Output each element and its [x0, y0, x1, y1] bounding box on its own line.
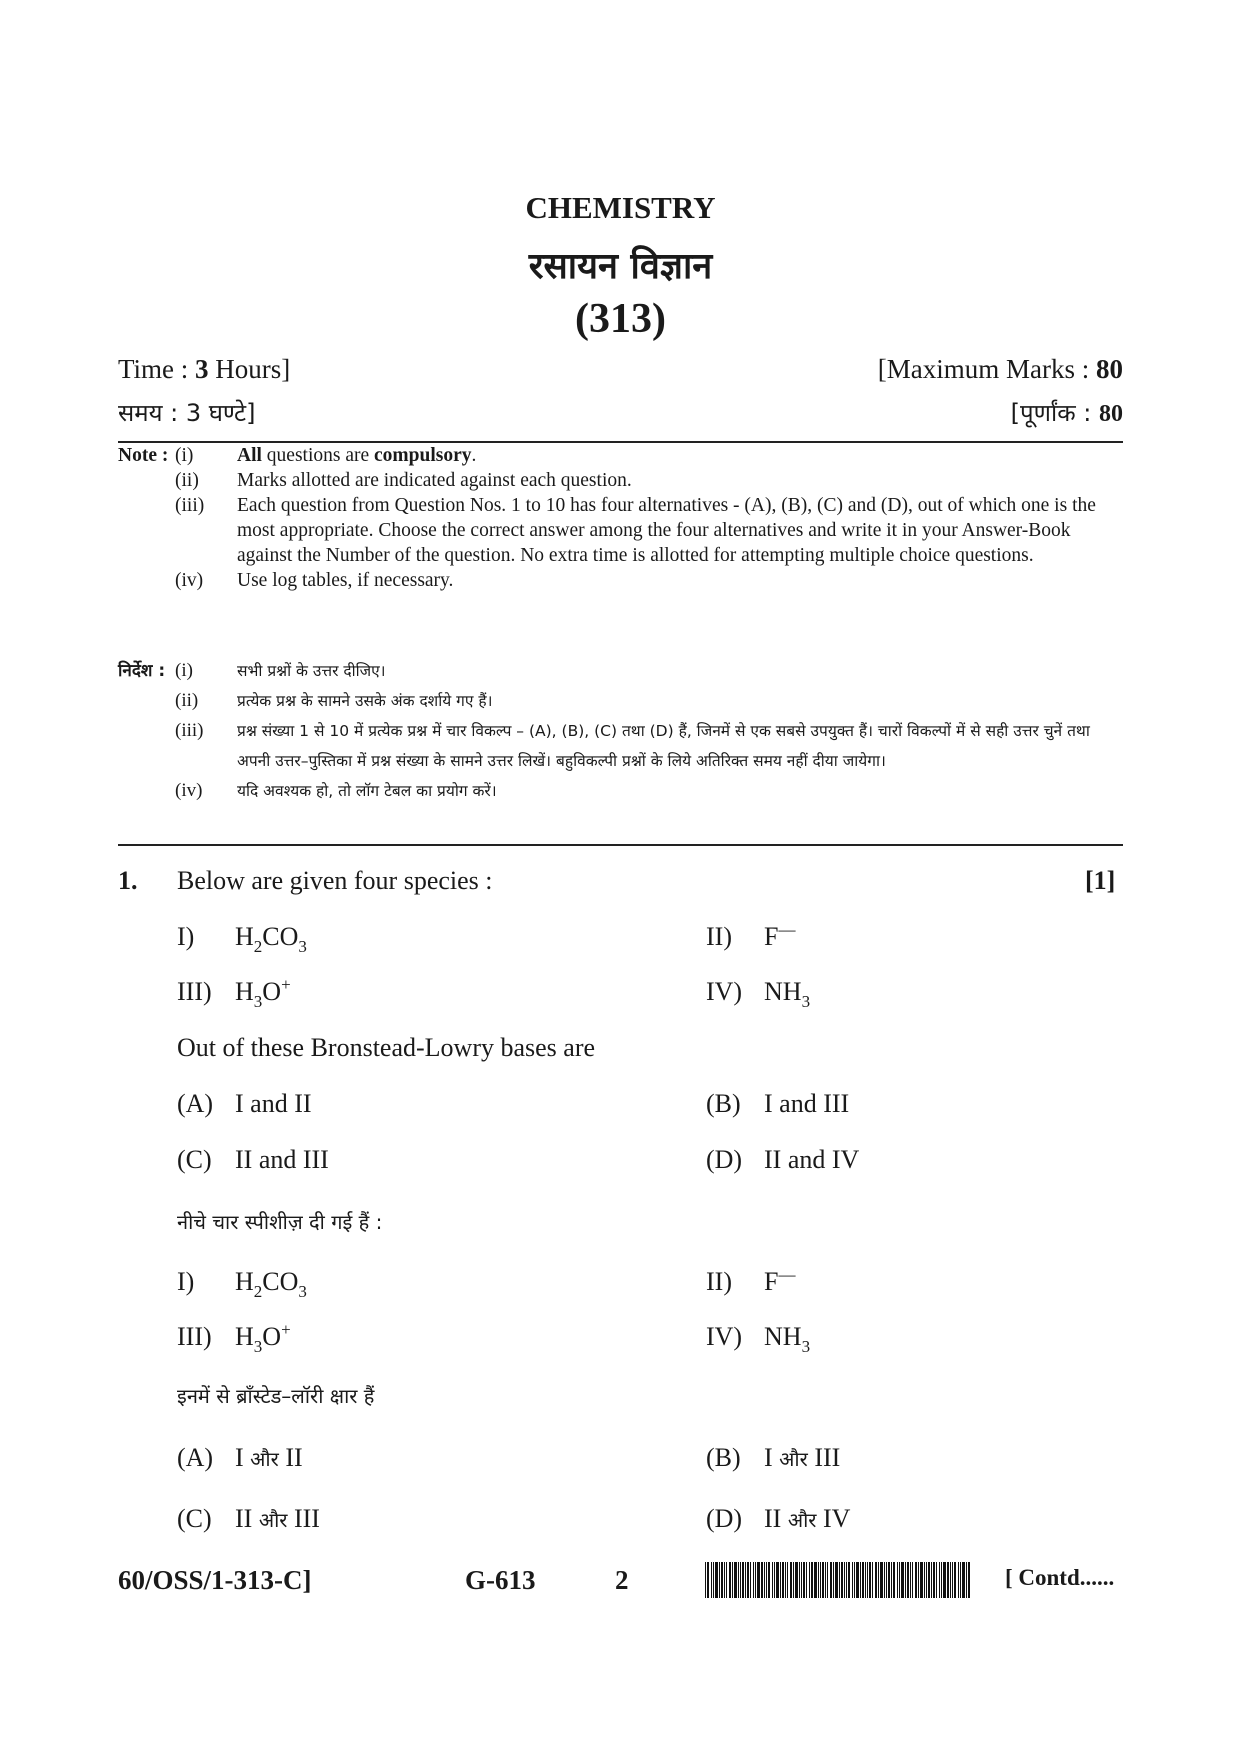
barcode-bar	[811, 1562, 813, 1598]
barcode-bar	[801, 1562, 802, 1598]
barcode-bar	[809, 1562, 810, 1598]
barcode-bar	[766, 1562, 767, 1598]
barcode-bar	[839, 1562, 840, 1598]
barcode-bar	[835, 1562, 838, 1598]
barcode-bar	[768, 1562, 770, 1598]
barcode-bar	[729, 1562, 731, 1598]
barcode-bar	[822, 1562, 824, 1598]
barcode-bar	[814, 1562, 817, 1598]
barcode-bar	[920, 1562, 923, 1598]
species-i-hi: I) $H_2CO_3$	[177, 1267, 307, 1301]
barcode-bar	[782, 1562, 784, 1598]
barcode-bar	[901, 1562, 904, 1598]
barcode-bar	[893, 1562, 895, 1598]
subject-title-hi: रसायन विज्ञान	[528, 246, 713, 287]
barcode-bar	[931, 1562, 932, 1598]
barcode-bar	[954, 1562, 956, 1598]
question-number: 1.	[118, 866, 138, 895]
note-label: Note :	[118, 445, 169, 466]
option-d-en[interactable]: (D) II and IV	[706, 1145, 860, 1174]
species-i: I) $H_2CO_3$	[177, 922, 307, 956]
question-text-en: Below are given four species :	[177, 866, 493, 895]
species-ii-hi: II) F—	[706, 1265, 796, 1296]
header-en	[118, 354, 1123, 385]
barcode-bar	[753, 1562, 754, 1598]
barcode-bar	[933, 1562, 935, 1598]
barcode-bar	[707, 1562, 709, 1598]
note-item: (ii) Marks allotted are indicated against each question.	[175, 470, 632, 491]
barcode-bar	[742, 1562, 744, 1598]
barcode-bar	[860, 1562, 861, 1598]
barcode-bar	[830, 1562, 832, 1598]
barcode-bar	[910, 1562, 911, 1598]
barcode-bar	[711, 1562, 712, 1598]
barcode-bar	[734, 1562, 737, 1598]
barcode-bar	[774, 1562, 775, 1598]
question-marks: [1]	[1085, 866, 1116, 895]
barcode-bar	[915, 1562, 917, 1598]
header-hi	[118, 396, 1123, 429]
barcode-bar	[924, 1562, 925, 1598]
subject-title-en: CHEMISTRY	[525, 190, 716, 225]
barcode-bar	[939, 1562, 940, 1598]
contd-label: [ Contd......	[1005, 1565, 1115, 1590]
barcode-bar	[968, 1562, 970, 1598]
barcode-bar	[966, 1562, 967, 1598]
species-iv: IV) $NH_3$	[706, 977, 811, 1011]
max-marks-en: [Maximum Marks : 80	[877, 354, 1123, 384]
barcode-bar	[790, 1562, 792, 1598]
barcode-bar	[875, 1562, 877, 1598]
barcode-bar	[947, 1562, 949, 1598]
note-item: (iv) Use log tables, if necessary.	[175, 570, 454, 591]
note-item: (iii) Each question from Question Nos. 1 to 10 has four alternatives - (A), (B), (C) and (D), out of which one is the most appropriate. Choose the correct answer among the four alternatives and write it in your Answer-Book against the Number of the question. No extra time is allotted for attempting multiple choice questions.	[175, 495, 1096, 566]
barcode-bar	[745, 1562, 746, 1598]
barcode-bar	[905, 1562, 906, 1598]
barcode-bar	[715, 1562, 718, 1598]
barcode-bar	[750, 1562, 751, 1598]
species-iii-hi: III) $H_3O^+$	[177, 1320, 291, 1356]
barcode-bar	[936, 1562, 937, 1598]
option-d-hi[interactable]: (D) II और IV	[706, 1504, 851, 1533]
barcode-bar	[926, 1562, 927, 1598]
barcode-bar	[912, 1562, 913, 1598]
barcode-bar	[764, 1562, 765, 1598]
barcode-bar	[761, 1562, 763, 1598]
time-en: Time : 3 Hours]	[118, 354, 291, 384]
option-c-en[interactable]: (C) II and III	[177, 1145, 329, 1174]
barcode-bar	[884, 1562, 885, 1598]
note-label-hi: निर्देश :	[118, 661, 166, 681]
barcode-bar	[795, 1562, 798, 1598]
barcode-bar	[820, 1562, 821, 1598]
barcode-bar	[803, 1562, 805, 1598]
question-text-hi: नीचे चार स्पीशीज़ दी गई हैं :	[177, 1210, 383, 1234]
barcode-bar	[888, 1562, 890, 1598]
time-hi: समय : 3 घण्टे]	[118, 399, 256, 427]
barcode-bar	[918, 1562, 919, 1598]
barcode-bar	[719, 1562, 720, 1598]
note-item: Note : (i) All questions are compulsory.	[118, 445, 477, 466]
barcode-bar	[747, 1562, 749, 1598]
max-marks-hi: [पूर्णांक : 80	[1010, 399, 1123, 427]
option-c-hi[interactable]: (C) II और III	[177, 1504, 320, 1533]
barcode-bar	[780, 1562, 781, 1598]
notes-en	[118, 443, 1123, 593]
option-a-en[interactable]: (A) I and II	[177, 1089, 312, 1118]
barcode-bar	[799, 1562, 800, 1598]
barcode-bar	[856, 1562, 859, 1598]
barcode-bar	[872, 1562, 873, 1598]
barcode-bar	[772, 1562, 773, 1598]
barcode-bar	[793, 1562, 794, 1598]
note-item-hi: (iii) प्रश्न संख्या 1 से 10 में प्रत्येक प्रश्न में चार विकल्प – (A), (B), (C) तथा (D) हैं, जिनमें से एक सबसे उपयुक्त हैं। चारों विकल्पों में से सही उत्तर चुनें तथा अपनी उत्तर–पुस्तिका में प्रश्न संख्या के सामने उत्तर लिखें। बहुविकल्पी प्रश्नों के लिये अतिरिक्त समय नहीं दीया जायेगा।	[175, 720, 1090, 770]
barcode-bar	[726, 1562, 727, 1598]
series-code: G-613	[465, 1565, 536, 1595]
barcode-bar	[907, 1562, 909, 1598]
species-iv-hi: IV) $NH_3$	[706, 1322, 811, 1356]
barcode-bar	[713, 1562, 714, 1598]
page-number: 2	[615, 1565, 629, 1595]
barcode-bar	[848, 1562, 850, 1598]
notes-rule	[118, 844, 1123, 846]
barcode-bar	[865, 1562, 866, 1598]
barcode-bar	[869, 1562, 871, 1598]
species-iii: III) $H_3O^+$	[177, 975, 291, 1011]
barcode-bar	[844, 1562, 845, 1598]
barcode-bar	[806, 1562, 807, 1598]
note-item-hi: (ii) प्रत्येक प्रश्न के सामने उसके अंक दर्शाये गए हैं।	[175, 690, 493, 711]
barcode-bar	[785, 1562, 786, 1598]
barcode-bar	[891, 1562, 892, 1598]
option-b-hi[interactable]: (B) I और III	[706, 1443, 841, 1472]
subject-code: (313)	[575, 296, 666, 342]
barcode-bar	[886, 1562, 887, 1598]
barcode-bar	[928, 1562, 930, 1598]
question-stem-en: Out of these Bronstead-Lowry bases are	[177, 1033, 596, 1062]
barcode-bar	[958, 1562, 959, 1598]
barcode-bar	[880, 1562, 883, 1598]
barcode-bar	[952, 1562, 953, 1598]
barcode-bar	[878, 1562, 879, 1598]
barcode-bar	[738, 1562, 739, 1598]
notes-hi	[118, 656, 1123, 806]
barcode-bar	[705, 1562, 706, 1598]
barcode-bar	[827, 1562, 828, 1598]
barcode-bar	[721, 1562, 723, 1598]
barcode-bar	[950, 1562, 951, 1598]
barcode-bar	[818, 1562, 819, 1598]
barcode-bar	[724, 1562, 725, 1598]
barcode-bar	[867, 1562, 868, 1598]
barcode-bar	[755, 1562, 756, 1598]
paper-code: 60/OSS/1-313-C]	[118, 1565, 312, 1595]
barcode-bar	[962, 1562, 965, 1598]
option-b-en[interactable]: (B) I and III	[706, 1089, 850, 1118]
barcode-bar	[757, 1562, 760, 1598]
barcode-bar	[776, 1562, 779, 1598]
barcode-bar	[854, 1562, 855, 1598]
barcode-bar	[897, 1562, 898, 1598]
barcode-bar	[943, 1562, 946, 1598]
barcode-bar	[862, 1562, 864, 1598]
barcode-bar	[833, 1562, 834, 1598]
barcode-bar	[852, 1562, 853, 1598]
barcode-bar	[899, 1562, 900, 1598]
barcode	[705, 1562, 973, 1598]
barcode-bar	[846, 1562, 847, 1598]
barcode-bar	[740, 1562, 741, 1598]
species-ii: II) F—	[706, 920, 796, 951]
barcode-bar	[841, 1562, 843, 1598]
barcode-bar	[960, 1562, 961, 1598]
note-item-hi: (iv) यदि अवश्यक हो, तो लॉग टेबल का प्रयोग करें।	[175, 780, 497, 801]
question-stem-hi: इनमें से ब्राँस्टेड–लॉरी क्षार हैं	[177, 1384, 375, 1408]
option-a-hi[interactable]: (A) I और II	[177, 1443, 303, 1472]
barcode-bar	[825, 1562, 826, 1598]
barcode-bar	[732, 1562, 733, 1598]
barcode-bar	[941, 1562, 942, 1598]
note-item-hi: निर्देश : (i) सभी प्रश्नों के उत्तर दीजिए।	[118, 656, 1123, 686]
barcode-bar	[787, 1562, 788, 1598]
